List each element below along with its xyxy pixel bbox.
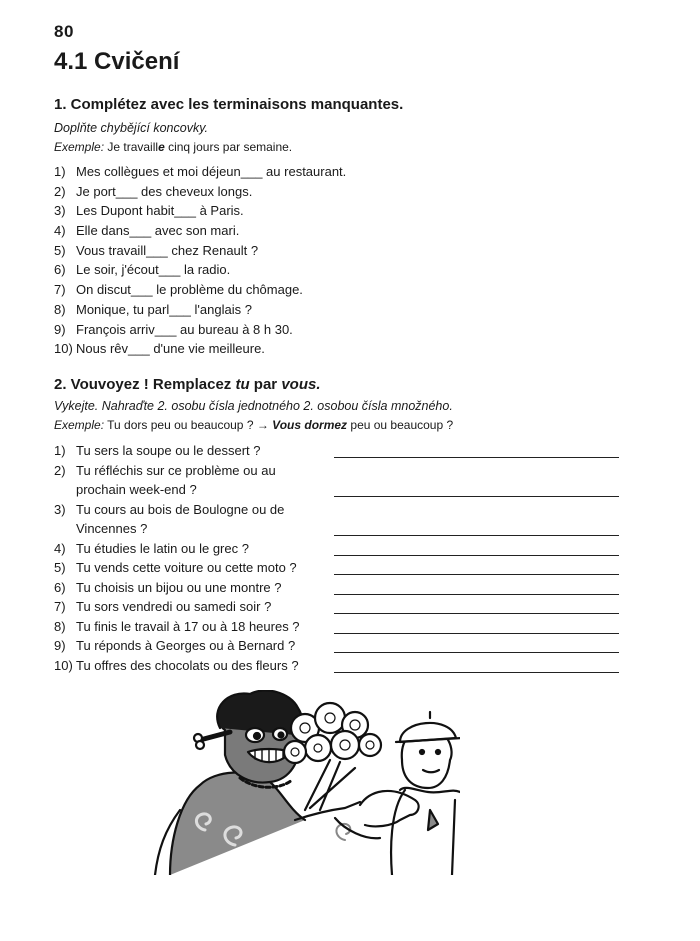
item-text: Tu vends cette voiture ou cette moto ?	[76, 560, 297, 575]
exercise-item	[54, 320, 654, 340]
item-number: 5)	[54, 242, 66, 258]
exercise-item	[54, 182, 654, 202]
exercise1-example	[54, 140, 292, 154]
item-text: On discut___ le problème du chômage.	[76, 282, 303, 298]
heading-vous: vous.	[281, 376, 321, 393]
example-text-start: Tu dors peu ou beaucoup ? →	[107, 418, 273, 432]
exercise1-heading: 1. Complétez avec les terminaisons manquantes.	[54, 96, 404, 113]
item-text: Les Dupont habit___ à Paris.	[76, 203, 244, 219]
page-title: 4.1 Cvičení	[54, 48, 180, 75]
exercise-item	[54, 300, 654, 320]
example-answer: Vous dormez	[272, 418, 348, 432]
exercise2-subtitle: Vykejte. Nahraďte 2. osobu čísla jednotného 2. osobou čísla množného.	[54, 399, 453, 413]
answer-line[interactable]	[334, 672, 619, 673]
item-number: 9)	[54, 321, 66, 337]
item-number: 3)	[54, 203, 66, 219]
item-number: 10)	[54, 657, 73, 673]
item-text: François arriv___ au bureau à 8 h 30.	[76, 321, 293, 337]
exercise-item	[54, 221, 654, 241]
exercise-item	[54, 241, 654, 261]
exercise-item	[54, 558, 620, 578]
example-ending: e	[158, 140, 165, 154]
item-number: 7)	[54, 282, 66, 298]
item-text: Tu réponds à Georges ou à Bernard ?	[76, 638, 296, 653]
item-text: Tu finis le travail à 17 ou à 18 heures ?	[76, 618, 300, 634]
answer-line[interactable]	[334, 574, 619, 575]
exercise-item	[54, 539, 620, 559]
exercise2-heading	[54, 376, 321, 393]
item-number: 4)	[54, 540, 66, 556]
item-number: 2)	[54, 183, 66, 199]
exercise-item	[54, 617, 620, 637]
item-number: 7)	[54, 599, 66, 614]
exercise-item	[54, 656, 620, 676]
item-text: Le soir, j'écout___ la radio.	[76, 262, 231, 278]
item-text: Tu offres des chocolats ou des fleurs ?	[76, 657, 299, 673]
answer-line[interactable]	[334, 555, 619, 556]
item-number: 1)	[54, 164, 66, 179]
item-text: Tu sors vendredi ou samedi soir ?	[76, 599, 272, 614]
cartoon-illustration	[130, 690, 460, 875]
answer-line[interactable]	[334, 496, 619, 497]
page-number: 80	[54, 22, 74, 41]
item-number: 5)	[54, 560, 66, 575]
item-number: 4)	[54, 223, 66, 239]
item-text: Tu sers la soupe ou le dessert ?	[76, 443, 261, 458]
item-text: Nous rêv___ d'une vie meilleure.	[76, 341, 265, 357]
item-number: 6)	[54, 262, 66, 278]
item-number: 6)	[54, 579, 66, 595]
exercise-item	[54, 260, 654, 280]
exercise-item	[54, 162, 654, 182]
exercise-item	[54, 597, 620, 617]
answer-line[interactable]	[334, 457, 619, 458]
example-text-end: cinq jours par semaine.	[164, 140, 293, 154]
heading-tu: tu	[235, 376, 250, 393]
item-text: Tu réfléchis sur ce problème ou au prochain week-end ?	[76, 462, 276, 497]
item-number: 10)	[54, 341, 73, 357]
heading-part: par	[249, 376, 282, 393]
example-label: Exemple:	[54, 418, 105, 432]
example-text-start: Je travaill	[107, 140, 159, 154]
exercise-item	[54, 636, 620, 656]
exercise-item	[54, 201, 654, 221]
item-text: Mes collègues et moi déjeun___ au restaurant.	[76, 164, 347, 179]
item-text: Vous travaill___ chez Renault ?	[76, 242, 259, 258]
heading-part: 2. Vouvoyez ! Remplacez	[54, 376, 236, 393]
item-number: 8)	[54, 618, 66, 634]
item-number: 3)	[54, 501, 66, 517]
answer-line[interactable]	[334, 594, 619, 595]
example-text-end: peu ou beaucoup ?	[347, 418, 454, 432]
item-text: Monique, tu parl___ l'anglais ?	[76, 301, 252, 317]
item-text: Tu choisis un bijou ou une montre ?	[76, 579, 282, 595]
item-text: Elle dans___ avec son mari.	[76, 223, 240, 239]
exercise2-example	[54, 418, 453, 432]
exercise-item	[54, 500, 620, 539]
exercise-item	[54, 280, 654, 300]
item-text: Tu étudies le latin ou le grec ?	[76, 540, 249, 556]
item-number: 9)	[54, 638, 66, 653]
exercise1-subtitle: Doplňte chybějící koncovky.	[54, 121, 209, 135]
item-text: Je port___ des cheveux longs.	[76, 183, 253, 199]
exercise2-list	[54, 441, 620, 675]
answer-line[interactable]	[334, 613, 619, 614]
answer-line[interactable]	[334, 633, 619, 634]
item-number: 2)	[54, 462, 66, 478]
example-label: Exemple:	[54, 140, 105, 154]
exercise-item	[54, 578, 620, 598]
item-number: 1)	[54, 443, 66, 458]
item-text: Tu cours au bois de Boulogne ou de Vincennes ?	[76, 501, 285, 536]
answer-line[interactable]	[334, 652, 619, 653]
answer-line[interactable]	[334, 535, 619, 536]
item-number: 8)	[54, 301, 66, 317]
exercise1-list	[54, 162, 654, 359]
exercise-item	[54, 461, 620, 500]
exercise-item	[54, 339, 654, 359]
exercise-item	[54, 441, 620, 461]
